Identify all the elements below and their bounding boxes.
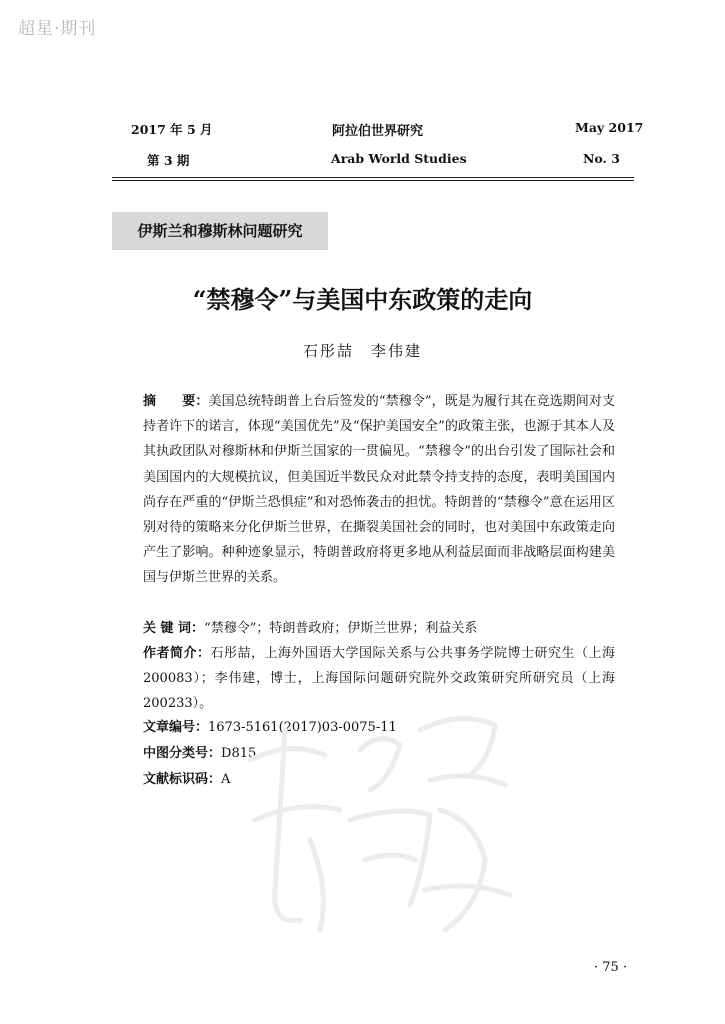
clc-number — [143, 744, 256, 764]
keywords-label: 关 键 词： — [143, 621, 205, 636]
author-info-text: 石彤喆，上海外国语大学国际关系与公共事务学院博士研究生（上海 200083）；李伟建，博士，上海国际问题研究院外交政策研究所研究员（上海 200233）。 — [143, 646, 615, 712]
document-code-label: 文献标识码： — [143, 772, 222, 787]
keywords-text: “禁穆令”；特朗普政府；伊斯兰世界；利益关系 — [204, 621, 478, 636]
header-date-en: May 2017 — [575, 120, 644, 135]
abstract-text: 美国总统特朗普上台后签发的“禁穆令”，既是为履行其在竞选期间对支持者许下的诺言，体现“美国优先”及“保护美国安全”的政策主张，也源于其本人及其执政团队对穆斯林和伊斯兰国家的一贯偏见。“禁穆令”的出台引发了国际社会和美国国内的大规模抗议，但美国近半数民众对此禁令持支持的态度，表明美国国内尚存在严重的“伊斯兰恐惧症”和对恐怖袭击的担忧。特朗普的“禁穆令”意在运用区别对待的策略来分化伊斯兰世界，在撕裂美国社会的同时，也对美国中东政策走向产生了影响。种种迹象显示，特朗普政府将更多地从利益层面而非战略层面构建美国与伊斯兰世界的关系。 — [143, 394, 615, 586]
header-journal-cn: 阿拉伯世界研究 — [332, 124, 424, 139]
header-date-cn: 2017 年 5 月 — [131, 122, 213, 137]
brand-watermark-label: 超星·期刊 — [18, 19, 97, 39]
column-label: 伊斯兰和穆斯林问题研究 — [112, 212, 328, 250]
article-number-value: 1673-5161(2017)03-0075-11 — [208, 720, 397, 735]
header-issue-en: No. 3 — [583, 151, 620, 166]
document-code-value: A — [221, 772, 231, 787]
keywords — [143, 616, 615, 641]
header-rule-bottom — [112, 180, 634, 181]
clc-number-label: 中图分类号： — [143, 746, 222, 761]
article-number-label: 文章编号： — [143, 720, 209, 735]
page-number: · 75 · — [594, 960, 628, 975]
authors: 石彤喆 李伟建 — [302, 342, 422, 360]
header-rule-top — [112, 177, 634, 178]
clc-number-value: D815 — [221, 746, 257, 761]
article-title: “禁穆令”与美国中东政策的走向 — [192, 285, 533, 314]
header-journal-en: Arab World Studies — [331, 151, 467, 166]
abstract — [143, 389, 615, 591]
header-issue-cn: 第 3 期 — [147, 153, 190, 168]
author-info-label: 作者简介： — [143, 646, 211, 661]
article-number — [143, 718, 397, 738]
abstract-label: 摘 要： — [143, 394, 209, 409]
document-code — [143, 770, 230, 790]
author-info — [143, 641, 615, 717]
